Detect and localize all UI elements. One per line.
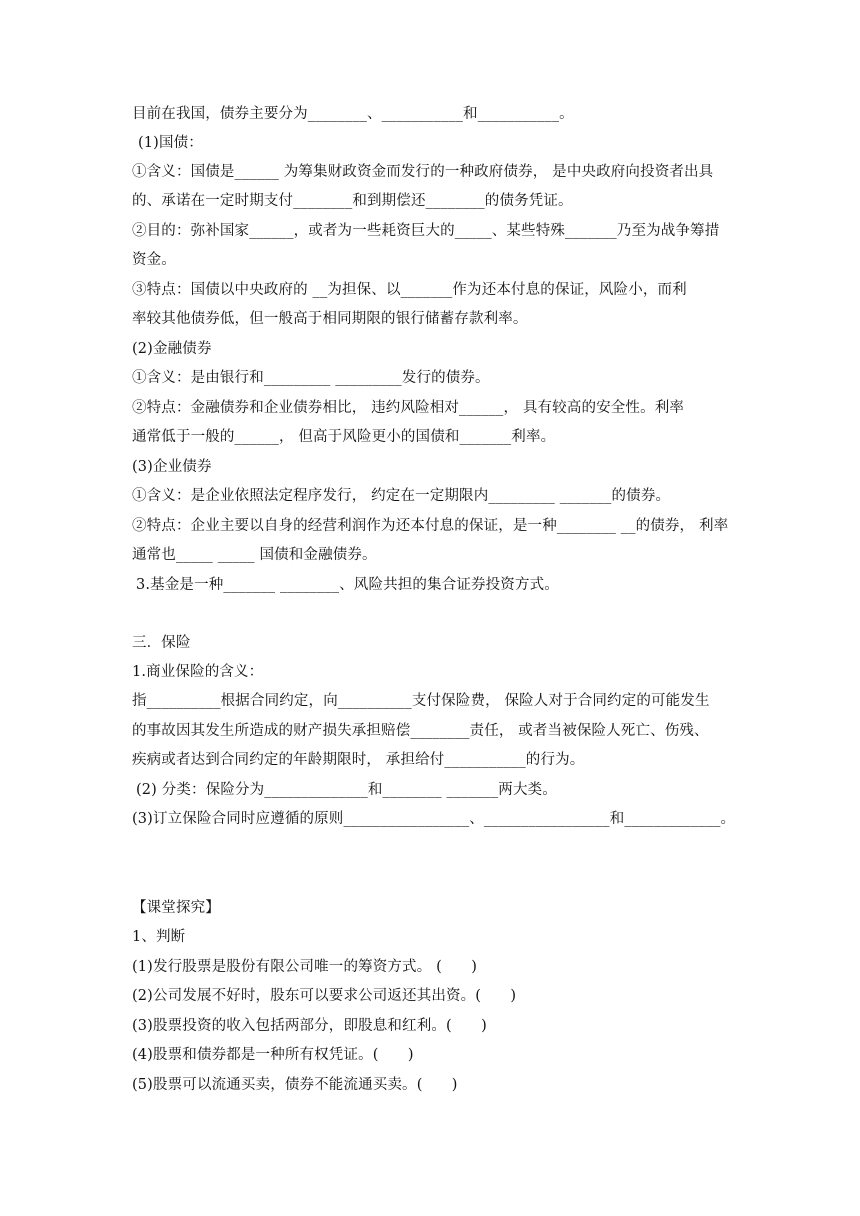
financial-bond-meaning: ①含义：是由银行和_________ _________发行的债券。 — [132, 370, 490, 386]
insurance-meaning-line-3: 疾病或者达到合同约定的年龄期限时， 承担给付___________的行为。 — [132, 752, 585, 768]
insurance-meaning-line-1: 指__________根据合同约定，向__________支付保险费， 保险人对于合同约定的可能发生 — [132, 693, 710, 709]
govt-bond-features-line-1: ③特点：国债以中央政府的 __为担保、以_______作为还本付息的保证，风险小，而利 — [132, 282, 687, 298]
insurance-principles: (3)订立保险合同时应遵循的原则_________________、_________________和_____________。 — [132, 811, 736, 827]
financial-bond-features-line-1: ②特点：金融债券和企业债券相比， 违约风险相对______， 具有较高的安全性。利率 — [132, 400, 685, 416]
insurance-classification: (2) 分类：保险分为______________和________ _______两大类。 — [136, 782, 557, 798]
insurance-meaning-heading: 1.商业保险的含义： — [132, 664, 264, 680]
corporate-bond-heading: (3)企业债券 — [132, 459, 212, 475]
judgement-item: (2)公司发展不好时，股东可以要求公司返还其出资。( ) — [132, 988, 517, 1004]
govt-bond-purpose-line-1: ②目的：弥补国家______，或者为一些耗资巨大的_____、某些特殊_______乃至为战争筹措 — [132, 223, 720, 239]
govt-bond-meaning-line-2: 的、承诺在一定时期支付________和到期偿还________的债务凭证。 — [132, 193, 573, 209]
corporate-bond-features-line-1: ②特点：企业主要以自身的经营利润作为还本付息的保证，是一种________ __的债券， 利率 — [132, 518, 729, 534]
exploration-heading: 【课堂探究】 — [132, 900, 220, 916]
judgement-subheading: 1、判断 — [132, 929, 186, 945]
govt-bond-meaning-line-1: ①含义：国债是______ 为筹集财政资金而发行的一种政府债券， 是中央政府向投资者出具 — [132, 164, 714, 180]
govt-bond-heading: (1)国债： — [138, 135, 203, 151]
judgement-item: (4)股票和债券都是一种所有权凭证。( ) — [132, 1047, 414, 1063]
judgement-item: (1)发行股票是股份有限公司唯一的筹资方式。 ( ) — [132, 959, 478, 975]
insurance-meaning-line-2: 的事故因其发生所造成的财产损失承担赔偿________责任， 或者当被保险人死亡、伤残、 — [132, 723, 709, 739]
financial-bond-heading: (2)金融债券 — [132, 341, 212, 357]
fund-definition: 3.基金是一种_______ ________、风险共担的集合证券投资方式。 — [136, 577, 559, 593]
govt-bond-features-line-2: 率较其他债券低，但一般高于相同期限的银行储蓄存款利率。 — [132, 311, 528, 327]
judgement-item: (3)股票投资的收入包括两部分，即股息和红利。( ) — [132, 1018, 487, 1034]
insurance-heading: 三．保险 — [132, 635, 191, 651]
financial-bond-features-line-2: 通常低于一般的______， 但高于风险更小的国债和_______利率。 — [132, 429, 556, 445]
bond-types-sentence: 目前在我国，债券主要分为________、___________和___________。 — [132, 106, 574, 122]
corporate-bond-features-line-2: 通常也_____ _____ 国债和金融债券。 — [132, 547, 377, 563]
govt-bond-purpose-line-2: 资金。 — [132, 252, 176, 268]
judgement-item: (5)股票可以流通买卖，债券不能流通买卖。( ) — [132, 1077, 458, 1093]
corporate-bond-meaning: ①含义：是企业依照法定程序发行， 约定在一定期限内_________ _______的债券。 — [132, 488, 671, 504]
